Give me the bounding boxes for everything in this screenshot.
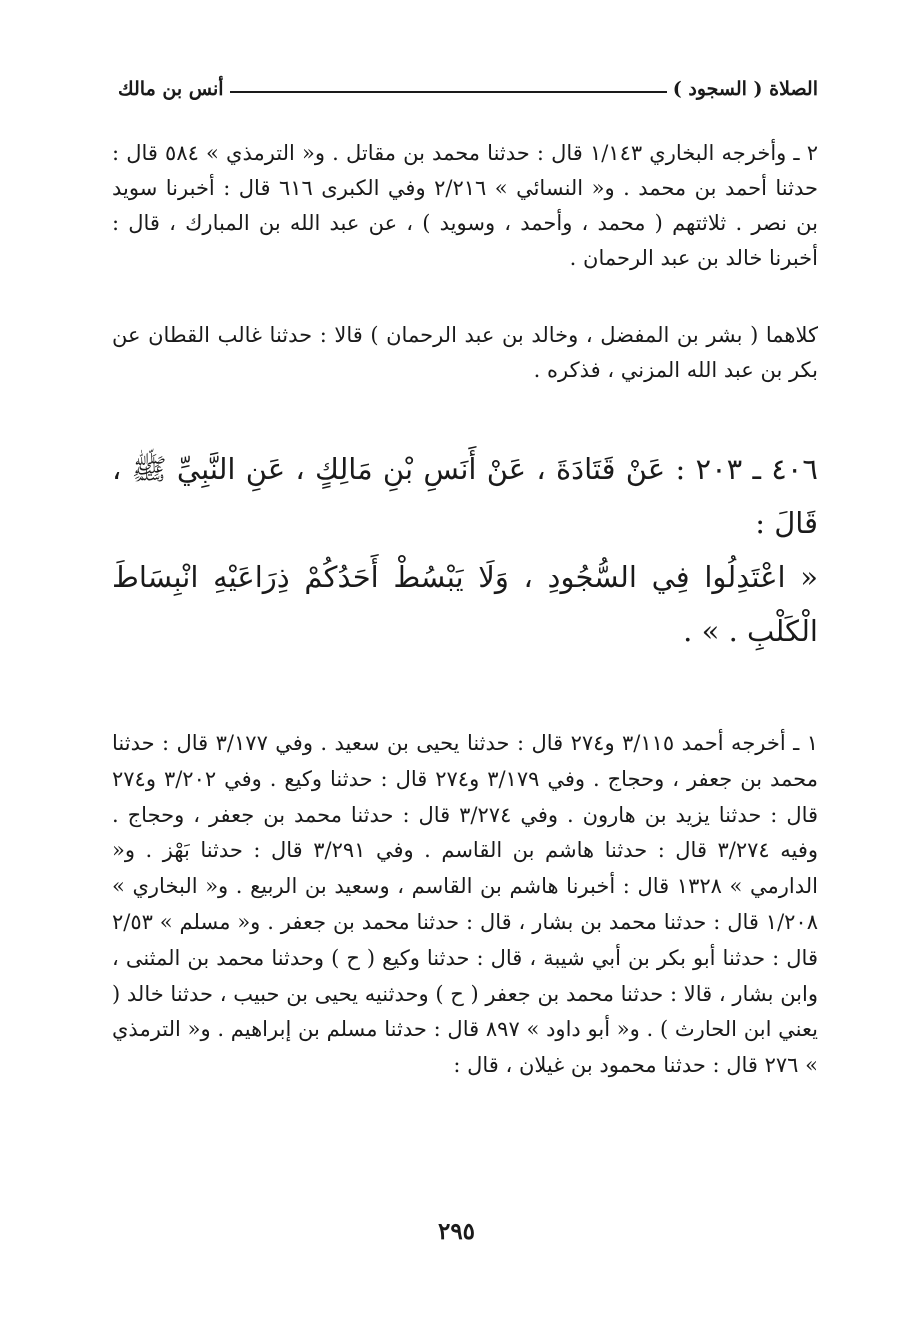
footnote-paragraph-1: ٢ ـ وأخرجه البخاري ١/١٤٣ قال : حدثنا محمد بن مقاتل . و« الترمذي » ٥٨٤ قال : حدثنا أحمد بن محمد . و« النسائي » ٢/٢١٦ وفي الكبرى ٦١٦ قال : أخبرنا سويد بن نصر . ثلاثتهم ( محمد ، وأحمد ، وسويد ) ، عن عبد الله بن المبارك ، قال : أخبرنا خالد بن عبد الرحمان . — [112, 141, 818, 270]
page-number: ٢٩٥ — [437, 1218, 476, 1245]
narrator-title: أنس بن مالك — [118, 78, 224, 100]
hadith-text: « اعْتَدِلُوا فِي السُّجُودِ ، وَلَا يَبْسُطْ أَحَدُكُمْ ذِرَاعَيْهِ انْبِسَاطَ الْكَلْبِ . » . — [112, 560, 818, 648]
footnote-paragraph-2: كلاهما ( بشر بن المفضل ، وخالد بن عبد الرحمان ) قالا : حدثنا غالب القطان عن بكر بن عبد الله المزني ، فذكره . — [112, 323, 818, 382]
hadith-heading: ٤٠٦ ـ ٢٠٣ : عَنْ قَتَادَةَ ، عَنْ أَنَسِ بْنِ مَالِكٍ ، عَنِ النَّبِيِّ ﷺ ، قَالَ : — [112, 452, 818, 540]
footnote-paragraph-3: ١ ـ أخرجه أحمد ٣/١١٥ و٢٧٤ قال : حدثنا يحيى بن سعيد . وفي ٣/١٧٧ قال : حدثنا محمد بن جعفر ، وحجاج . وفي ٣/١٧٩ و٢٧٤ قال : حدثنا وكيع . وفي ٣/٢٠٢ و٢٧٤ قال : حدثنا يزيد بن هارون . وفي ٣/٢٧٤ قال : حدثنا محمد بن جعفر ، وحجاج . وفيه ٣/٢٧٤ قال : حدثنا هاشم بن القاسم . وفي ٣/٢٩١ قال : حدثنا بَهْز . و« الدارمي » ١٣٢٨ قال : أخبرنا هاشم بن القاسم ، وسعيد بن الربيع . و« البخاري » ١/٢٠٨ قال : حدثنا محمد بن بشار ، قال : حدثنا محمد بن جعفر . و« مسلم » ٢/٥٣ قال : حدثنا أبو بكر بن أبي شيبة ، قال : حدثنا وكيع ( ح ) وحدثنا محمد بن المثنى ، وابن بشار ، قالا : حدثنا محمد بن جعفر ( ح ) وحدثنيه يحيى بن حبيب ، حدثنا خالد ( يعني ابن الحارث ) . و« أبو داود » ٨٩٧ قال : حدثنا مسلم بن إبراهيم . و« الترمذي » ٢٧٦ قال : حدثنا محمود بن غيلان ، قال : — [112, 731, 819, 1078]
header-rule — [230, 91, 667, 93]
running-header — [118, 74, 818, 104]
chapter-title: الصلاة ( السجود ) — [672, 78, 818, 100]
